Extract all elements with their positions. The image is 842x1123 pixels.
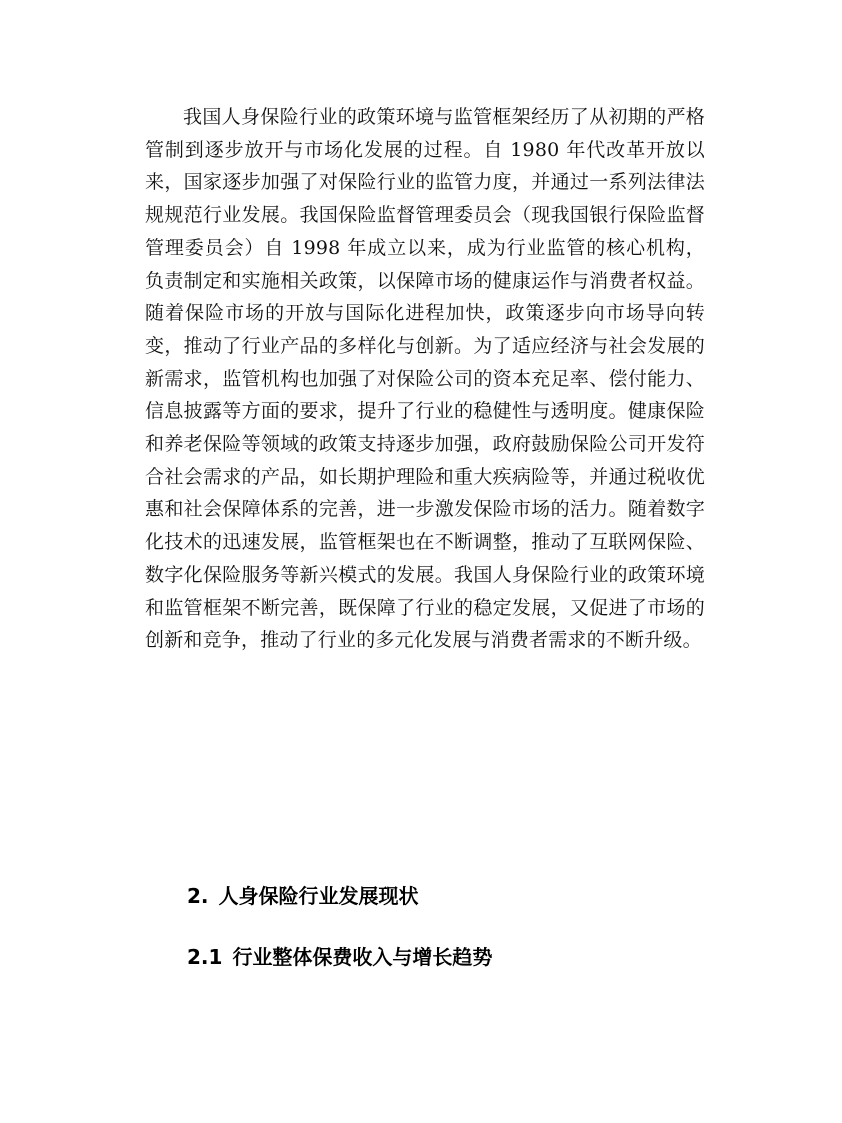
subsection-number: 2.1 [187,945,223,969]
subsection-title: 行业整体保费收入与增长趋势 [232,945,493,969]
section-number: 2. [187,884,209,908]
section-title: 人身保险行业发展现状 [218,884,419,908]
section-heading [187,882,419,910]
body-paragraph: 我国人身保险行业的政策环境与监管框架经历了从初期的严格管制到逐步放开与市场化发展的过程。自 1980 年代改革开放以来，国家逐步加强了对保险行业的监管力度，并通过一系列法律法规规范行业发展。我国保险监督管理委员会（现我国银行保险监督管理委员会）自 1998 年成立以来，成为行业监管的核心机构，负责制定和实施相关政策，以保障市场的健康运作与消费者权益。随着保险市场的开放与国际化进程加快，政策逐步向市场导向转变，推动了行业产品的多样化与创新。为了适应经济与社会发展的新需求，监管机构也加强了对保险公司的资本充足率、偿付能力、信息披露等方面的要求，提升了行业的稳健性与透明度。健康保险和养老保险等领域的政策支持逐步加强，政府鼓励保险公司开发符合社会需求的产品，如长期护理险和重大疾病险等，并通过税收优惠和社会保障体系的完善，进一步激发保险市场的活力。随着数字化技术的迅速发展，监管框架也在不断调整，推动了互联网保险、数字化保险服务等新兴模式的发展。我国人身保险行业的政策环境和监管框架不断完善，既保障了行业的稳定发展，又促进了市场的创新和竞争，推动了行业的多元化发展与消费者需求的不断升级。 [145,106,705,652]
subsection-heading [187,943,492,971]
